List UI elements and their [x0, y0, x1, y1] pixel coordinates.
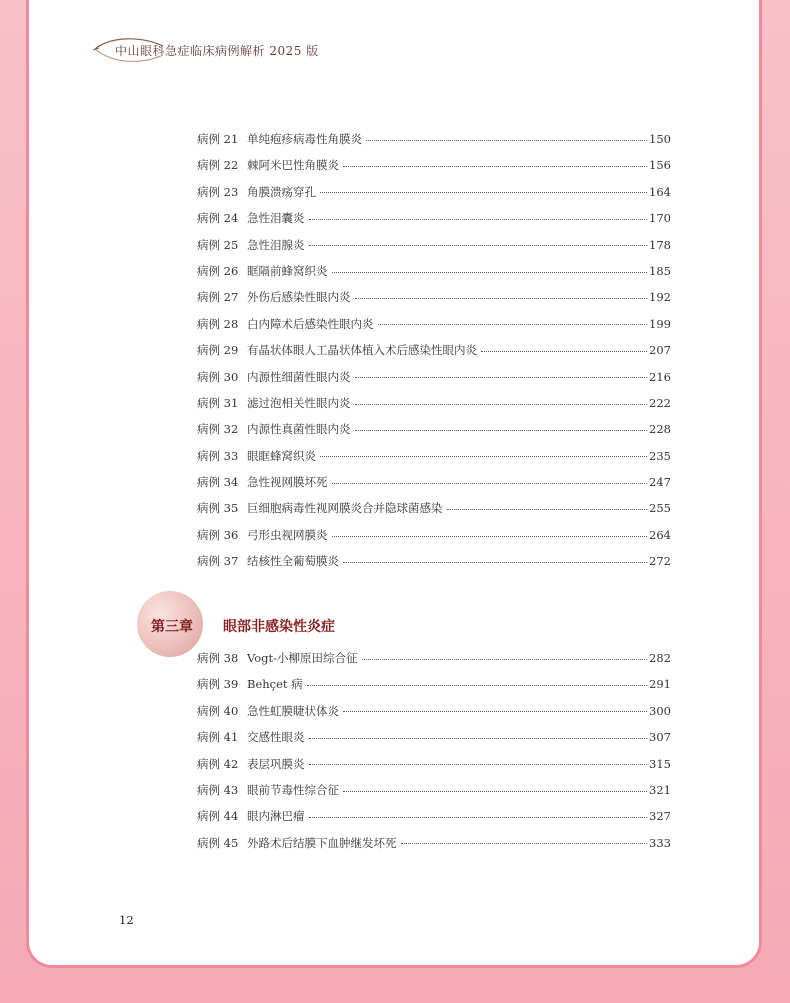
- header-title: 中山眼科急症临床病例解析 2025 版: [115, 44, 319, 58]
- toc-entry[interactable]: [197, 830, 671, 856]
- toc-page-number: 255: [649, 501, 671, 516]
- toc-entry[interactable]: [197, 232, 671, 258]
- case-title: 巨细胞病毒性视网膜炎合并隐球菌感染: [247, 501, 443, 516]
- dot-leader: [309, 219, 648, 220]
- dot-leader: [309, 764, 648, 765]
- case-title: 外路术后结膜下血肿继发坏死: [247, 835, 397, 850]
- toc-page-number: 327: [649, 809, 671, 824]
- toc-page-number: 282: [649, 651, 671, 665]
- toc-entry[interactable]: [197, 152, 671, 178]
- page-number: 12: [119, 913, 134, 927]
- toc-page-number: 185: [649, 263, 671, 278]
- case-title: 眼前节毒性综合征: [247, 782, 339, 797]
- toc-page-number: 164: [649, 184, 671, 199]
- dot-leader: [309, 245, 648, 246]
- toc-page-number: 150: [649, 132, 671, 146]
- toc-page-number: 170: [649, 211, 671, 226]
- toc-entry[interactable]: [197, 443, 671, 469]
- dot-leader: [309, 817, 648, 818]
- toc-entry[interactable]: [197, 803, 671, 829]
- toc-entry[interactable]: [197, 724, 671, 750]
- toc-page-number: 264: [649, 527, 671, 542]
- dot-leader: [366, 140, 647, 141]
- toc-entry[interactable]: [197, 751, 671, 777]
- dot-leader: [378, 324, 648, 325]
- dot-leader: [320, 192, 647, 193]
- case-number: 病例 44: [197, 809, 239, 824]
- dot-leader: [481, 351, 647, 352]
- dot-leader: [343, 791, 647, 792]
- toc-page-number: 321: [649, 782, 671, 797]
- dot-leader: [362, 659, 647, 660]
- toc-entry[interactable]: [197, 416, 671, 442]
- case-number: 病例 33: [197, 448, 239, 463]
- case-title: 白内障术后感染性眼内炎: [247, 316, 374, 331]
- toc-entry[interactable]: [197, 522, 671, 548]
- dot-leader: [320, 456, 647, 457]
- running-header: [91, 34, 351, 68]
- toc-page-number: 192: [649, 290, 671, 305]
- case-number: 病例 28: [197, 316, 239, 331]
- case-number: 病例 24: [197, 211, 239, 226]
- case-title: 眶隔前蜂窝织炎: [247, 263, 328, 278]
- case-number: 病例 30: [197, 369, 239, 384]
- case-title: 急性视网膜坏死: [247, 475, 328, 490]
- toc-entry[interactable]: [197, 337, 671, 363]
- case-title: 滤过泡相关性眼内炎: [247, 395, 351, 410]
- case-number: 病例 26: [197, 263, 239, 278]
- toc-entry[interactable]: [197, 179, 671, 205]
- case-title: 急性虹膜睫状体炎: [247, 703, 339, 718]
- case-number: 病例 23: [197, 184, 239, 199]
- toc-page-number: 228: [649, 422, 671, 437]
- dot-leader: [447, 509, 648, 510]
- dot-leader: [309, 738, 648, 739]
- toc-entry[interactable]: [197, 390, 671, 416]
- toc-page-number: 178: [649, 237, 671, 252]
- case-title: 弓形虫视网膜炎: [247, 527, 328, 542]
- dot-leader: [343, 562, 647, 563]
- case-title: 外伤后感染性眼内炎: [247, 290, 351, 305]
- toc-page-number: 300: [649, 703, 671, 718]
- case-title: 急性泪腺炎: [247, 237, 305, 252]
- dot-leader: [355, 430, 648, 431]
- case-title: 交感性眼炎: [247, 730, 305, 745]
- toc-page-number: 333: [649, 835, 671, 850]
- toc-entry[interactable]: [197, 698, 671, 724]
- toc-entry[interactable]: [197, 777, 671, 803]
- toc-entry[interactable]: [197, 548, 671, 574]
- dot-leader: [332, 272, 648, 273]
- case-number: 病例 21: [197, 132, 239, 146]
- toc-entry[interactable]: [197, 311, 671, 337]
- dot-leader: [401, 843, 648, 844]
- toc-page-number: 247: [649, 475, 671, 490]
- case-title: 单纯疱疹病毒性角膜炎: [247, 132, 362, 146]
- toc-entry[interactable]: [197, 258, 671, 284]
- case-number: 病例 32: [197, 422, 239, 437]
- case-title: 结核性全葡萄膜炎: [247, 554, 339, 569]
- toc-entry[interactable]: [197, 284, 671, 310]
- dot-leader: [355, 298, 648, 299]
- toc-page-number: 199: [649, 316, 671, 331]
- case-title: 角膜溃疡穿孔: [247, 184, 316, 199]
- case-title: 表层巩膜炎: [247, 756, 305, 771]
- case-title: 眼眶蜂窝织炎: [247, 448, 316, 463]
- dot-leader: [332, 536, 648, 537]
- case-number: 病例 40: [197, 703, 239, 718]
- toc-page-number: 315: [649, 756, 671, 771]
- book-page: [26, 0, 762, 968]
- dot-leader: [355, 404, 648, 405]
- case-number: 病例 39: [197, 677, 239, 692]
- case-number: 病例 31: [197, 395, 239, 410]
- toc-entry[interactable]: [197, 469, 671, 495]
- toc-entry[interactable]: [197, 126, 671, 152]
- toc-page-number: 156: [649, 158, 671, 173]
- toc-list-section-1: [197, 126, 671, 575]
- case-number: 病例 45: [197, 835, 239, 850]
- case-number: 病例 37: [197, 554, 239, 569]
- toc-page-number: 235: [649, 448, 671, 463]
- dot-leader: [307, 685, 647, 686]
- dot-leader: [355, 377, 648, 378]
- case-title: Behçet 病: [247, 677, 303, 692]
- case-title: 内源性真菌性眼内炎: [247, 422, 351, 437]
- dot-leader: [343, 166, 647, 167]
- toc-page-number: 207: [649, 343, 671, 358]
- case-number: 病例 43: [197, 782, 239, 797]
- case-title: 眼内淋巴瘤: [247, 809, 305, 824]
- chapter-number: 第三章: [151, 619, 193, 635]
- toc-list-section-2: [197, 645, 671, 856]
- case-number: 病例 42: [197, 756, 239, 771]
- toc-page-number: 291: [649, 677, 671, 692]
- toc-entry[interactable]: [197, 364, 671, 390]
- case-number: 病例 35: [197, 501, 239, 516]
- toc-page-number: 222: [649, 395, 671, 410]
- case-title: Vogt-小柳原田综合征: [247, 651, 358, 665]
- toc-entry[interactable]: [197, 495, 671, 521]
- case-title: 内源性细菌性眼内炎: [247, 369, 351, 384]
- toc-page-number: 216: [649, 369, 671, 384]
- toc-entry[interactable]: [197, 671, 671, 697]
- case-number: 病例 41: [197, 730, 239, 745]
- toc-entry[interactable]: [197, 205, 671, 231]
- case-number: 病例 27: [197, 290, 239, 305]
- case-title: 有晶状体眼人工晶状体植入术后感染性眼内炎: [247, 343, 477, 358]
- toc-page-number: 307: [649, 730, 671, 745]
- case-number: 病例 36: [197, 527, 239, 542]
- case-title: 棘阿米巴性角膜炎: [247, 158, 339, 173]
- toc-page-number: 272: [649, 554, 671, 569]
- toc-entry[interactable]: [197, 645, 671, 671]
- case-title: 急性泪囊炎: [247, 211, 305, 226]
- case-number: 病例 25: [197, 237, 239, 252]
- case-number: 病例 38: [197, 651, 239, 665]
- dot-leader: [343, 711, 647, 712]
- case-number: 病例 22: [197, 158, 239, 173]
- case-number: 病例 34: [197, 475, 239, 490]
- case-number: 病例 29: [197, 343, 239, 358]
- dot-leader: [332, 483, 648, 484]
- chapter-title: 眼部非感染性炎症: [223, 619, 335, 635]
